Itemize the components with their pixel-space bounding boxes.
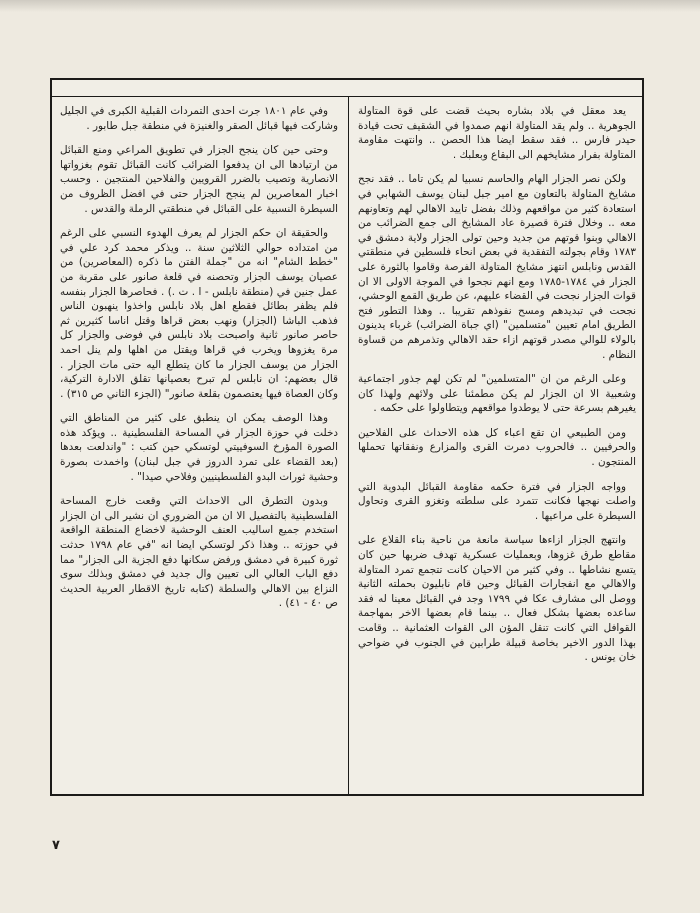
paragraph: والحقيقة ان حكم الجزار لم يعرف الهدوء النسبي على الرغم من امتداده حوالي الثلاثين سنة .. ويذكر محمد كرد علي في "خطط الشام" انه من "جملة الفتن ما ذكره (المعاصرين) من عصيان يوسف الجزار وتحصنه في قلعة صانور على مقربة من عمل جنين في (منطقة نابلس - ا . ت .) . فحاصرها الجزار بنفسه فلم يظفر بطائل فقطع اهل بلاد نابلس واخذوا ينهبون الناس فذهب الباشا (الجزار) ونهب بعض قراها وقتل اناسا كثيرين ثم حاصر صانور ثانية واصبحت بلاد نابلس في فوضى والجزار كل مرة يغزوها ويخرب في قراها ويقتل من اهلها ولم ينل احمد الجزار من يوسف الجزار ما كان يتطلع اليه حتى مات الجزار . قال بعضهم: ان نابلس لم تبرح بعصيانها تقلق الادارة التركية، وكان العصاة فيها يعتصمون بقلعة صانور" (الجزء الثاني ص ٣١٥) . <box>60 227 338 400</box>
top-rule <box>52 96 642 97</box>
paragraph: وانتهج الجزار ازاءها سياسة مانعة من ناحية بناء القلاع على مقاطع طرق غزوها، وبعمليات عسكرية تهدف ضربها حين كان يتسع نشاطها .. وفي كثير من الاحيان كانت تتجمع تمرد المتاولة والاهالي مع انفجارات القبائل وحين قام نابليون بحملته الثانية ووصل الى مشارف عكا في ١٧٩٩ وجد في القبائل معينا له فقد ساعده بعضها بشكل فعال .. بينما قام بعضها الاخر بمهاجمة القوافل التي كانت تنقل المؤن الى القوات العثمانية .. وقامت بهذا الدور الاخير بخاصة قبيلة طرابين في الجنوب في ضواحي خان يونس . <box>358 534 636 664</box>
paragraph: يعد معقل في بلاد بشاره بحيث قضت على قوة المتاولة الجوهرية .. ولم يقد المتاولة انهم صمدوا في الشقيف تحت قيادة حيدر فارس .. فقد سقط ايضا هذا الحصن .. وانتهت مقاومة المتاولة بفرار مشايخهم الى البقاع وبعلبك . <box>358 105 636 161</box>
paragraph: وهذا الوصف يمكن ان ينطبق على كثير من المناطق التي دخلت في حوزة الجزار في المساحة الفلسطينية .. ويؤكد هذه الصورة المؤرخ السوفييتي لوتسكي حين كتب : "واندلعت بعدها (بعد القضاء على تمرد الدروز في جبل لبنان) واخمدت بصورة وحشية ثورات البدو الفلسطينيين وفلاحي صيدا" . <box>60 412 338 483</box>
paragraph: وواجه الجزار في فترة حكمه مقاومة القبائل البدوية التي واصلت نهجها فكانت تتمرد على سلطته وتغزو القرى وتحاول السيطرة على مراعيها . <box>358 480 636 522</box>
page-number: ٧ <box>52 838 60 853</box>
paragraph: ومن الطبيعي ان تقع اعباء كل هذه الاحداث على الفلاحين والحرفيين .. فالحروب دمرت القرى والمزارع ونفقاتها تحملها المنتجون . <box>358 426 636 469</box>
paragraph: وعلى الرغم من ان "المتسلمين" لم تكن لهم جذور اجتماعية وشعبية الا ان الجزار لم يكن مطمئنا على ولائهم ولهذا كان يغيرهم بسرعة حتى لا يوطدوا مواقعهم ويتطاولوا على حكمه . <box>358 373 636 415</box>
paragraph: وبدون التطرق الى الاحداث التي وقعت خارج المساحة الفلسطينية بالتفصيل الا ان من الضروري ان نشير الى ان الجزار استخدم جميع اساليب العنف الوحشية لاخضاع المنطقة الواقعة في حوزته .. وهذا ذكر لوتسكي ايضا انه "في عام ١٧٩٨ حدثت ثورة كبيرة في دمشق ورفض سكانها دفع الجزية الى الجزار" مما دفع الباب العالي الى تعيين وال جديد في دمشق وبذلك سوى النزاع بين الاهالي والسلطة (كتابه تاريخ الاقطار العربية الحديث ص ٤٠ - ٤١) . <box>60 495 338 610</box>
paragraph: ولكن نصر الجزار الهام والحاسم نسبيا لم يكن تاما .. فقد نجح مشايخ المتاولة بالتعاون مع امير جبل لبنان يوسف الشهابي في استعادة كثير من مواقعهم وذلك بفضل تاييد الاهالي لهم وتعاونهم معه .. وخلال فترة قصيرة عاد المشايخ الى جمع الضرائب من الاهالي وبنوا قوتهم من جديد وحين تولى الجزار ولاية دمشق في ١٧٨٣ وقام بجولته التفقدية في بعض انحاء فلسطين في منطقتي القدس ونابلس انتهز مشايخ المتاولة الفرصة وقاموا بالثورة على الجزار في ١٧٨٤-١٧٨٥ ومع انهم نجحوا في الموجة الاولى الا ان قوات الجزار نجحت في القضاء عليهم، عن طريق القمع الوحشي، نجحت في تبديدهم ومسح نفوذهم تقريبا .. وهذا التطور فتح الطريق امام تعيين "متسلمين" (اي جباة الضرائب) غرباء يدينون بالولاء للوالي مصدر قوتهم ازاء حقد الاهالي وتذمرهم من قساوة النظام . <box>358 173 636 361</box>
text-column-right <box>358 104 636 784</box>
column-divider <box>348 96 349 794</box>
paragraph: وفي عام ١٨٠١ جرت احدى التمردات القبلية الكبرى في الجليل وشاركت فيها قبائل الصقر والغنيزة في منطقة جبل طابور . <box>60 105 338 132</box>
text-column-left <box>60 104 338 784</box>
page-frame <box>50 78 644 796</box>
scan-edge <box>0 0 700 12</box>
paragraph: وحتى حين كان ينجح الجزار في تطويق المراعي ومنع القبائل من ارتيادها الى ان يدفعوا الضرائب كانت القبائل تقوم بغزواتها الانصارية وتصيب بالضرر القرويين والفلاحين المنتجين . وحسب اخبار المعاصرين لم ينجح الجزار حتى في افضل الظروف من السيطرة النسبية على القبائل في منطقتي الرملة والقدس . <box>60 144 338 215</box>
